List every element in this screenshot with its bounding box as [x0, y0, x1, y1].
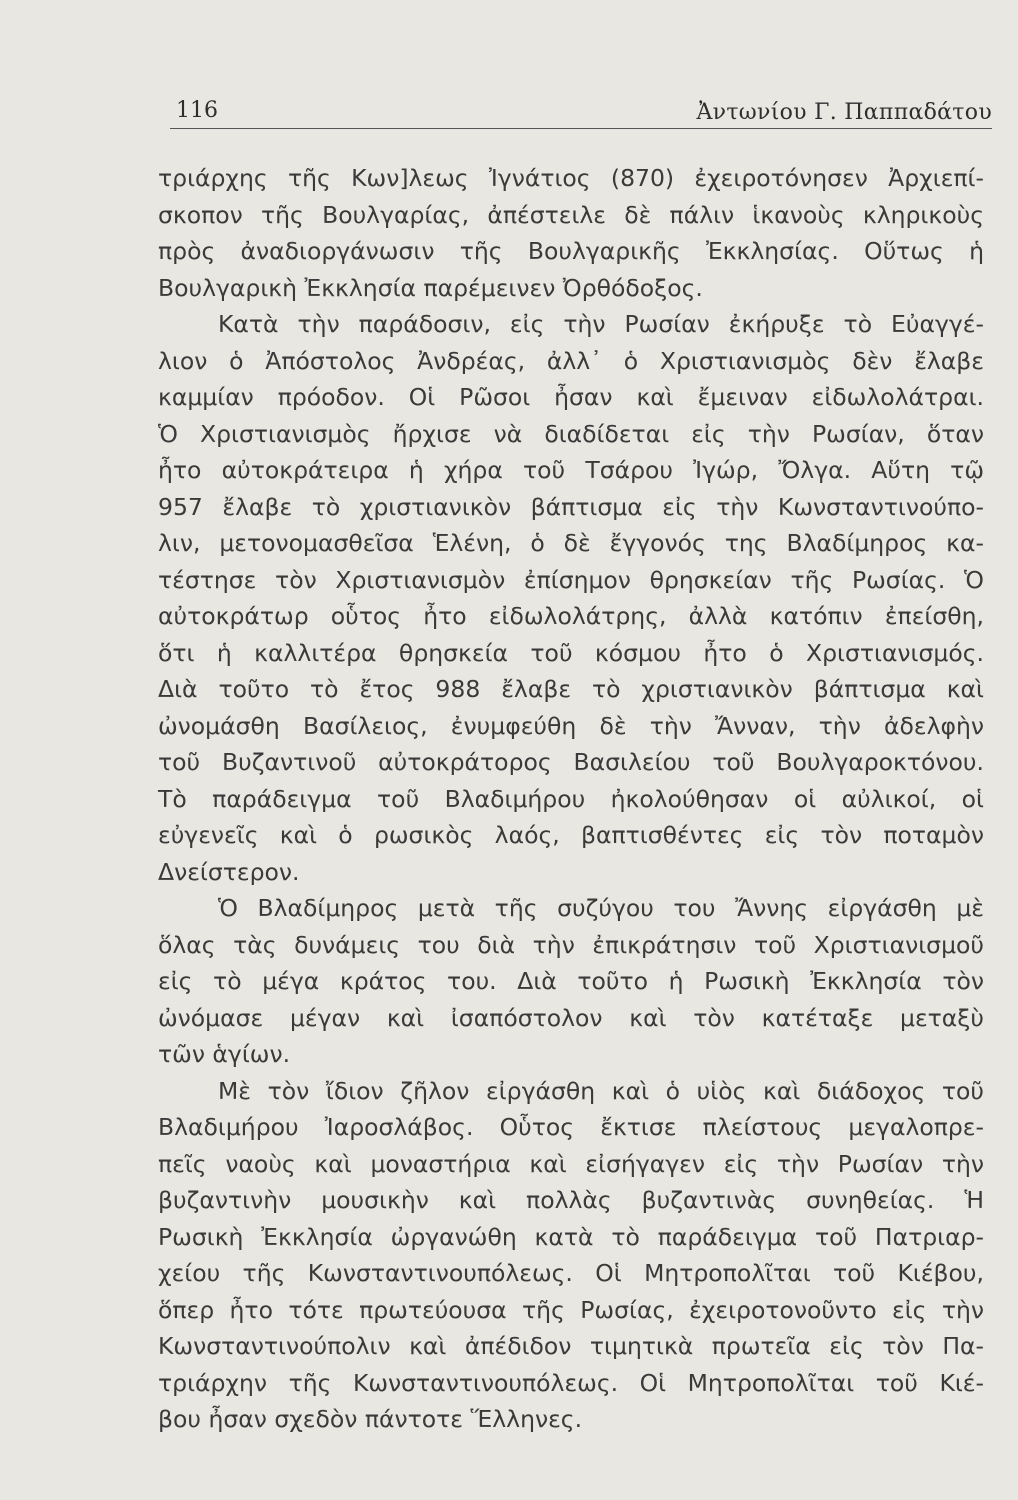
text-line: τῶν ἁγίων.	[158, 1040, 291, 1068]
text-line: τέστησε τὸν Χριστιανισμὸν ἐπίσημον θρησκείαν τῆς Ρωσίας. Ὁ	[158, 565, 984, 594]
text-line: λιον ὁ Ἀπόστολος Ἀνδρέας, ἀλλ᾽ ὁ Χριστιανισμὸς δὲν ἔλαβε	[158, 346, 984, 375]
text-line: Δνείστερον.	[158, 857, 300, 886]
page-number: 116	[176, 98, 218, 123]
text-line: αὐτοκράτωρ οὗτος ἦτο εἰδωλολάτρης, ἀλλὰ κατόπιν ἐπείσθη,	[158, 602, 984, 630]
text-line: Διὰ τοῦτο τὸ ἔτος 988 ἔλαβε τὸ χριστιανικὸν βάπτισμα καὶ	[158, 675, 984, 703]
text-line: καμμίαν πρόοδον. Οἱ Ρῶσοι ἦσαν καὶ ἔμειναν εἰδωλολάτραι.	[158, 383, 984, 411]
text-line: χείου τῆς Κωνσταντινουπόλεως. Οἱ Μητροπολῖται τοῦ Κιέβου,	[158, 1259, 984, 1287]
text-line: Βουλγαρικὴ Ἐκκλησία παρέμεινεν Ὀρθόδοξος.	[158, 273, 703, 302]
text-line: ὅλας τὰς δυνάμεις του διὰ τὴν ἐπικράτησιν τοῦ Χριστιανισμοῦ	[158, 930, 984, 959]
text-line: βου ἦσαν σχεδὸν πάντοτε Ἕλληνες.	[158, 1405, 583, 1433]
running-head-author: Ἀντωνίου Γ. Παππαδάτου	[696, 100, 992, 125]
text-line: εἰς τὸ μέγα κράτος του. Διὰ τοῦτο ἡ Ρωσικὴ Ἐκκλησία τὸν	[158, 967, 984, 995]
paragraph-start-line: Κατὰ τὴν παράδοσιν, εἰς τὴν Ρωσίαν ἐκήρυξε τὸ Εὐαγγέ-	[218, 310, 984, 338]
text-line: τριάρχης τῆς Κων]λεως Ἰγνάτιος (870) ἐχειροτόνησεν Ἀρχιεπί-	[158, 164, 984, 192]
text-line: πρὸς ἀναδιοργάνωσιν τῆς Βουλγαρικῆς Ἐκκλησίας. Οὕτως ἡ	[158, 237, 984, 265]
paragraph-start-line: Μὲ τὸν ἴδιον ζῆλον εἰργάσθη καὶ ὁ υἱὸς καὶ διάδοχος τοῦ	[218, 1076, 984, 1105]
text-line: ὅτι ἡ καλλιτέρα θρησκεία τοῦ κόσμου ἦτο ὁ Χριστιανισμός.	[158, 638, 984, 667]
text-line: Ὁ Χριστιανισμὸς ἤρχισε νὰ διαδίδεται εἰς τὴν Ρωσίαν, ὅταν	[158, 419, 984, 448]
text-line: τοῦ Βυζαντινοῦ αὐτοκράτορος Βασιλείου τοῦ Βουλγαροκτόνου.	[158, 748, 984, 776]
text-line: Βλαδιμήρου Ἰαροσλάβος. Οὗτος ἔκτισε πλείστους μεγαλοπρε-	[158, 1113, 984, 1141]
text-line: πεῖς ναοὺς καὶ μοναστήρια καὶ εἰσήγαγεν εἰς τὴν Ρωσίαν τὴν	[158, 1149, 984, 1178]
text-line: εὐγενεῖς καὶ ὁ ρωσικὸς λαός, βαπτισθέντες εἰς τὸν ποταμὸν	[158, 821, 984, 849]
text-line: ὠνόμασε μέγαν καὶ ἰσαπόστολον καὶ τὸν κατέταξε μεταξὺ	[158, 1003, 984, 1032]
paragraph-start-line: Ὁ Βλαδίμηρος μετὰ τῆς συζύγου του Ἄννης εἰργάσθη μὲ	[218, 894, 984, 922]
text-line: Ρωσικὴ Ἐκκλησία ὠργανώθη κατὰ τὸ παράδειγμα τοῦ Πατριαρ-	[158, 1222, 984, 1251]
text-line: Κωνσταντινούπολιν καὶ ἀπέδιδον τιμητικὰ πρωτεῖα εἰς τὸν Πα-	[158, 1332, 984, 1360]
text-line: 957 ἔλαβε τὸ χριστιανικὸν βάπτισμα εἰς τὴν Κωνσταντινούπο-	[158, 492, 984, 521]
text-line: λιν, μετονομασθεῖσα Ἑλένη, ὁ δὲ ἔγγονός της Βλαδίμηρος κα-	[158, 529, 984, 557]
text-line: ὅπερ ἦτο τότε πρωτεύουσα τῆς Ρωσίας, ἐχειροτονοῦντο εἰς τὴν	[158, 1295, 984, 1324]
text-line: βυζαντινὴν μουσικὴν καὶ πολλὰς βυζαντινὰς συνηθείας. Ἡ	[158, 1186, 984, 1214]
text-line: τριάρχην τῆς Κωνσταντινουπόλεως. Οἱ Μητροπολῖται τοῦ Κιέ-	[158, 1368, 984, 1397]
text-line: Τὸ παράδειγμα τοῦ Βλαδιμήρου ἠκολούθησαν οἱ αὐλικοί, οἱ	[158, 784, 984, 813]
text-line: ἦτο αὐτοκράτειρα ἡ χήρα τοῦ Τσάρου Ἰγώρ, Ὄλγα. Αὕτη τῷ	[158, 456, 984, 484]
text-line: ὠνομάσθη Βασίλειος, ἐνυμφεύθη δὲ τὴν Ἄνναν, τὴν ἀδελφὴν	[158, 711, 984, 740]
body-text	[158, 160, 984, 1438]
running-head	[170, 98, 992, 129]
text-line: σκοπον τῆς Βουλγαρίας, ἀπέστειλε δὲ πάλιν ἱκανοὺς κληρικοὺς	[158, 200, 984, 229]
